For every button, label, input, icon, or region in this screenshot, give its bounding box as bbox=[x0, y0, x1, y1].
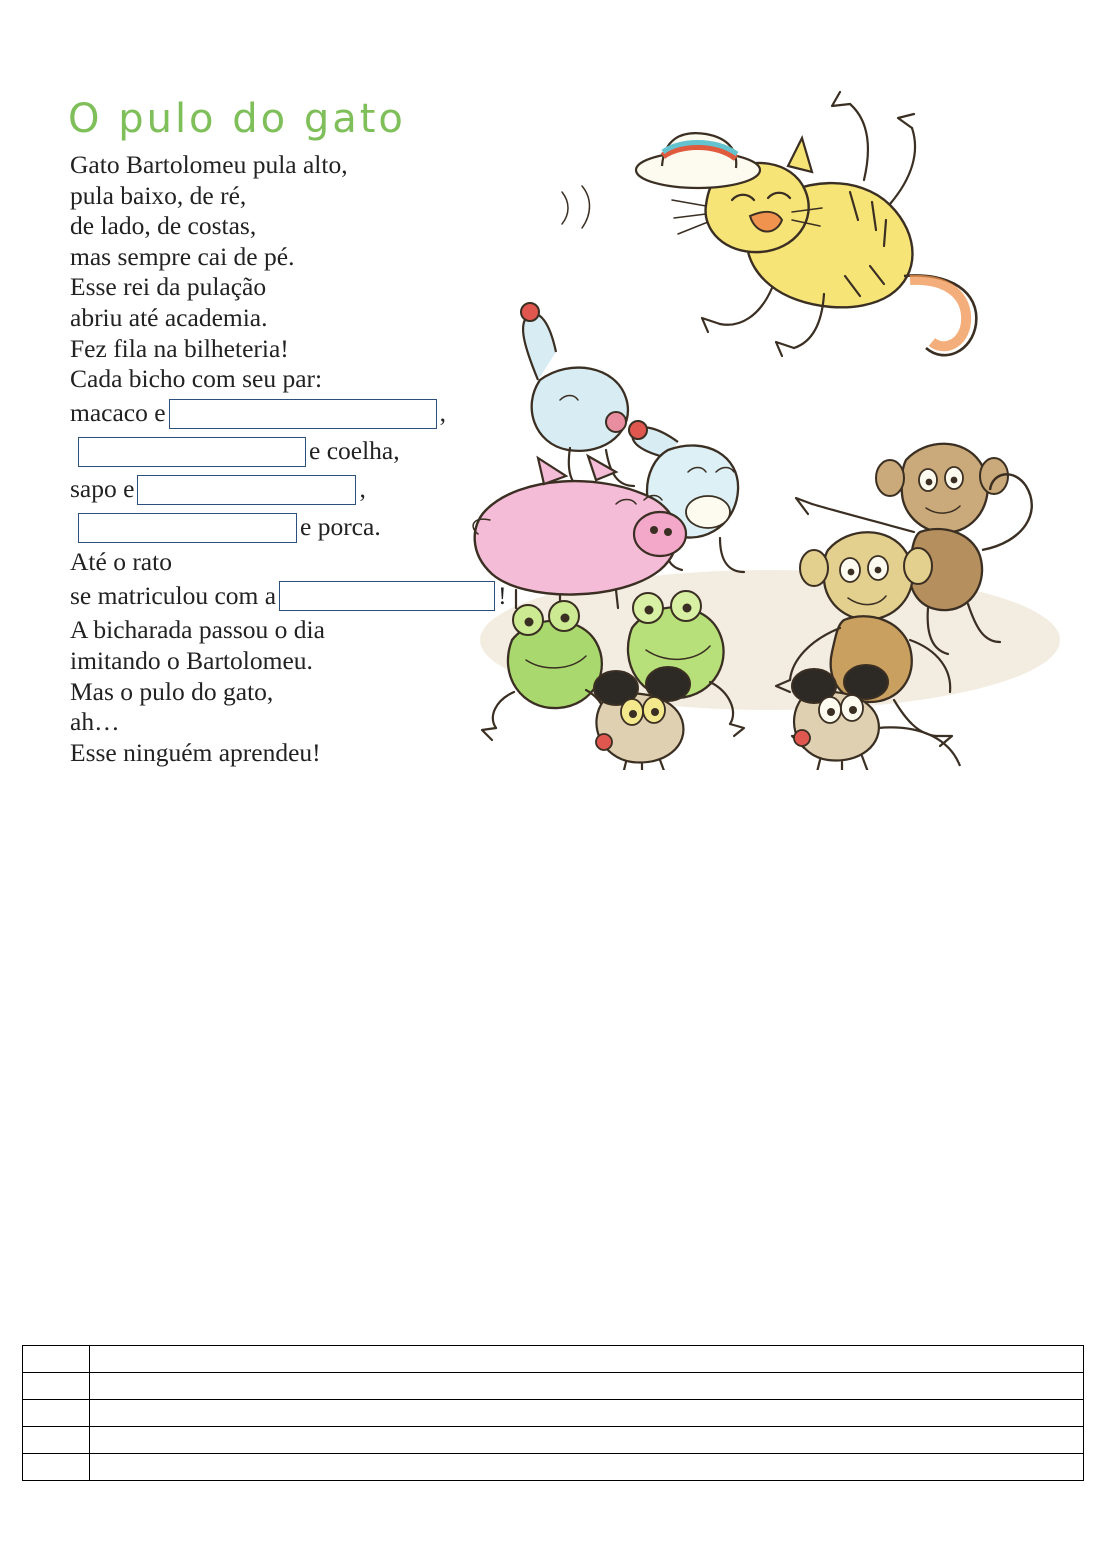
poem-line-text: Esse rei da pulação bbox=[70, 272, 267, 302]
poem-line-text: de lado, de costas, bbox=[70, 211, 257, 241]
poem-line-suffix: ! bbox=[498, 581, 507, 611]
table-row bbox=[23, 1373, 1084, 1400]
poem-line-prefix: macaco e bbox=[70, 398, 166, 428]
poem-line-text: pula baixo, de ré, bbox=[70, 180, 247, 210]
answer-blank-2[interactable] bbox=[78, 437, 306, 467]
poem-line-suffix: e coelha, bbox=[309, 436, 400, 466]
table-cell-label[interactable] bbox=[23, 1454, 90, 1481]
answer-blank-1[interactable] bbox=[169, 399, 437, 429]
table-cell-value[interactable] bbox=[90, 1454, 1084, 1481]
poem-line-text: Esse ninguém aprendeu! bbox=[70, 737, 321, 767]
poem-line-text: A bicharada passou o dia bbox=[70, 615, 325, 645]
illustration bbox=[420, 80, 1080, 770]
page-title: O pulo do gato bbox=[68, 96, 406, 142]
poem-line-text: Gato Bartolomeu pula alto, bbox=[70, 150, 348, 179]
poem-line-text: abriu até academia. bbox=[70, 302, 268, 332]
table-cell-value[interactable] bbox=[90, 1400, 1084, 1427]
table-cell-value[interactable] bbox=[90, 1373, 1084, 1400]
poem-line-prefix: sapo e bbox=[70, 474, 135, 504]
poem-line-text: Cada bicho com seu par: bbox=[70, 364, 323, 394]
table-cell-label[interactable] bbox=[23, 1400, 90, 1427]
rabbit-blue-figure bbox=[521, 303, 634, 492]
poem-line-text: Fez fila na bilheteria! bbox=[70, 333, 289, 363]
poem-line-text: ah… bbox=[70, 707, 120, 737]
table-cell-label[interactable] bbox=[23, 1427, 90, 1454]
poem-line-suffix: , bbox=[359, 474, 366, 504]
table-cell-value[interactable] bbox=[90, 1346, 1084, 1373]
bottom-table bbox=[22, 1345, 1084, 1481]
table-cell-value[interactable] bbox=[90, 1427, 1084, 1454]
answer-blank-4[interactable] bbox=[78, 513, 297, 543]
poem-line-prefix: se matriculou com a bbox=[70, 581, 277, 611]
table-row bbox=[23, 1400, 1084, 1427]
poem-line-text: Mas o pulo do gato, bbox=[70, 676, 274, 706]
cat-with-hat-figure bbox=[562, 92, 976, 356]
poem-line-text: Até o rato bbox=[70, 546, 172, 576]
table-row bbox=[23, 1346, 1084, 1373]
table-row bbox=[23, 1427, 1084, 1454]
answer-blank-3[interactable] bbox=[137, 475, 356, 505]
table-cell-label[interactable] bbox=[23, 1346, 90, 1373]
table-cell-label[interactable] bbox=[23, 1373, 90, 1400]
table-row bbox=[23, 1454, 1084, 1481]
poem-line-text: imitando o Bartolomeu. bbox=[70, 645, 313, 675]
poem-line-suffix: e porca. bbox=[300, 512, 381, 542]
poem-line-text: mas sempre cai de pé. bbox=[70, 241, 295, 271]
poem-line-suffix: , bbox=[439, 398, 446, 428]
